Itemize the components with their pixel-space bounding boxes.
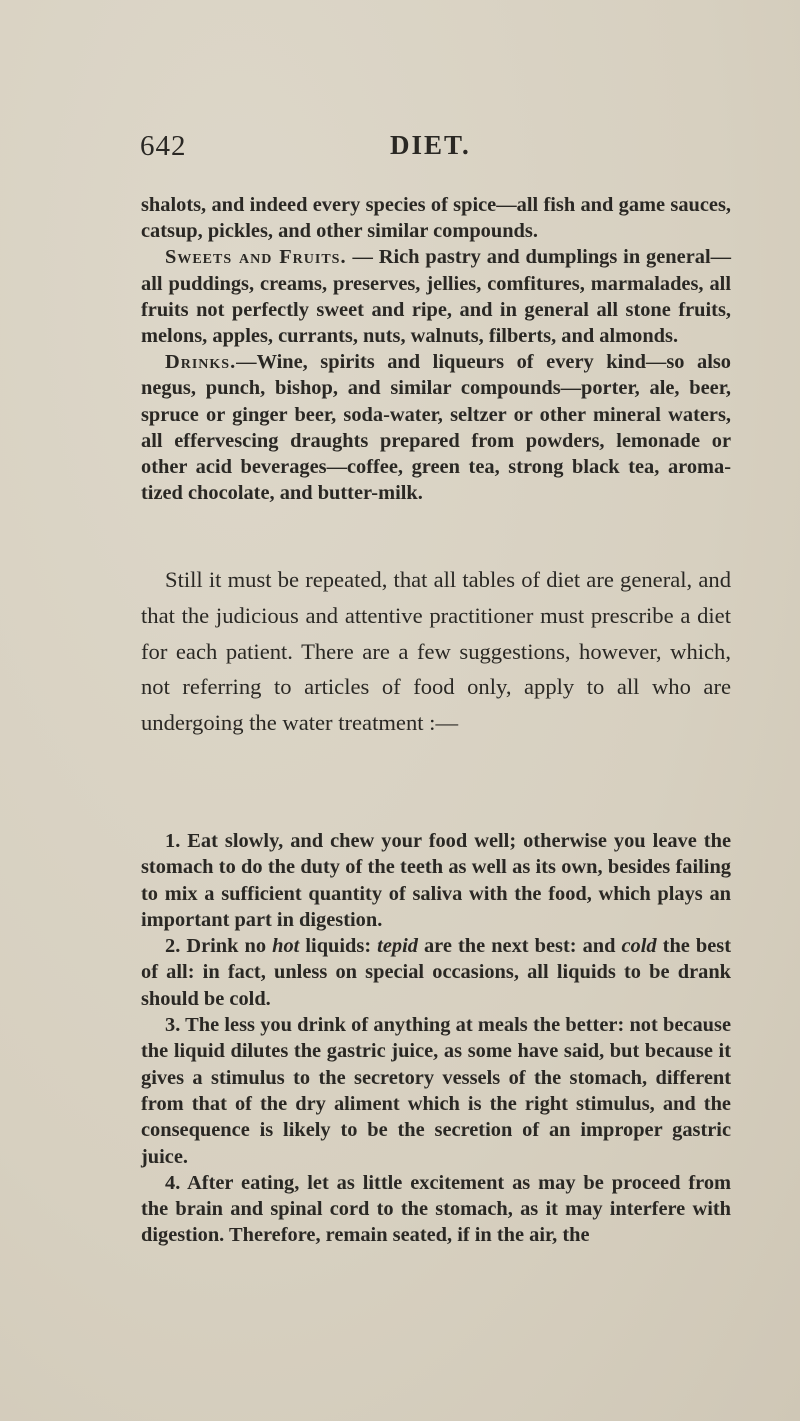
spices-paragraph: shalots, and indeed every species of spice—all fish and game sauces, catsup, pickles, and other similar compounds. xyxy=(141,194,731,243)
rule-2 xyxy=(141,933,731,1012)
rule-2-text-c: are the next best: and xyxy=(417,935,622,958)
running-head: DIET. xyxy=(390,130,471,160)
rule-4: 4. After eating, let as little excitement as may be proceed from the brain and spinal cord to the stomach, as it may interfere with digestion. Therefore, remain seated, if in the air, the xyxy=(141,1171,731,1247)
rule-2-tepid: tepid xyxy=(377,935,418,958)
sweets-fruits-body: — Rich pastry and dumplings in general—all puddings, creams, preserves, jellies, comfitures, marmalades, all fruits not perfectly sweet and ripe, and in general all stone fruits, melons, apples, currants, nuts, walnuts, filberts, and almonds. xyxy=(141,246,731,348)
sweets-fruits-paragraph xyxy=(141,244,731,349)
rule-2-hot: hot xyxy=(272,935,300,958)
page-number: 642 xyxy=(140,130,187,162)
drinks-heading: Drinks. xyxy=(165,351,237,374)
rule-2-text-a: 2. Drink no xyxy=(165,935,273,958)
rules-section xyxy=(141,828,731,1249)
rule-2-cold: cold xyxy=(621,935,657,958)
general-remark-paragraph: Still it must be repeated, that all tables of diet are general, and that the judicious and attentive practitioner must prescribe a diet for each patient. There are a few suggestions, however, which, not referring to articles of food only, apply to all who are undergoing the water treatment :— xyxy=(141,567,731,736)
drinks-body: —Wine, spirits and liqueurs of every kind—so also negus, punch, bishop, and similar compounds—porter, ale, beer, spruce or ginger beer, soda-water, seltzer or other mineral waters, all effervescing draughts prepared from powders, lemonade or other acid beverages—coffee, green tea, strong black tea, aromatized chocolate, and butter-milk. xyxy=(141,351,731,505)
page-header xyxy=(140,130,740,170)
rule-1: 1. Eat slowly, and chew your food well; otherwise you leave the stomach to do the duty of the teeth as well as its own, besides failing to mix a sufficient quantity of saliva with the food, which plays an important part in digestion. xyxy=(141,830,731,931)
general-remark-section xyxy=(141,562,731,741)
diet-list-section xyxy=(141,192,731,506)
rule-2-text-d: the best of all: in fact, unless on special occasions, all liquids to be drank should be cold. xyxy=(141,935,732,1010)
rule-2-text-b: liquids: xyxy=(299,935,378,958)
sweets-fruits-heading: Sweets and Fruits. xyxy=(165,246,347,269)
drinks-paragraph xyxy=(141,349,731,506)
rule-3: 3. The less you drink of anything at meals the better: not because the liquid dilutes the gastric juice, as some have said, but because it gives a stimulus to the secretory vessels of the stomach, different from that of the dry aliment which is the right stimulus, and the consequence is likely to be the secretion of an improper gastric juice. xyxy=(141,1014,731,1168)
